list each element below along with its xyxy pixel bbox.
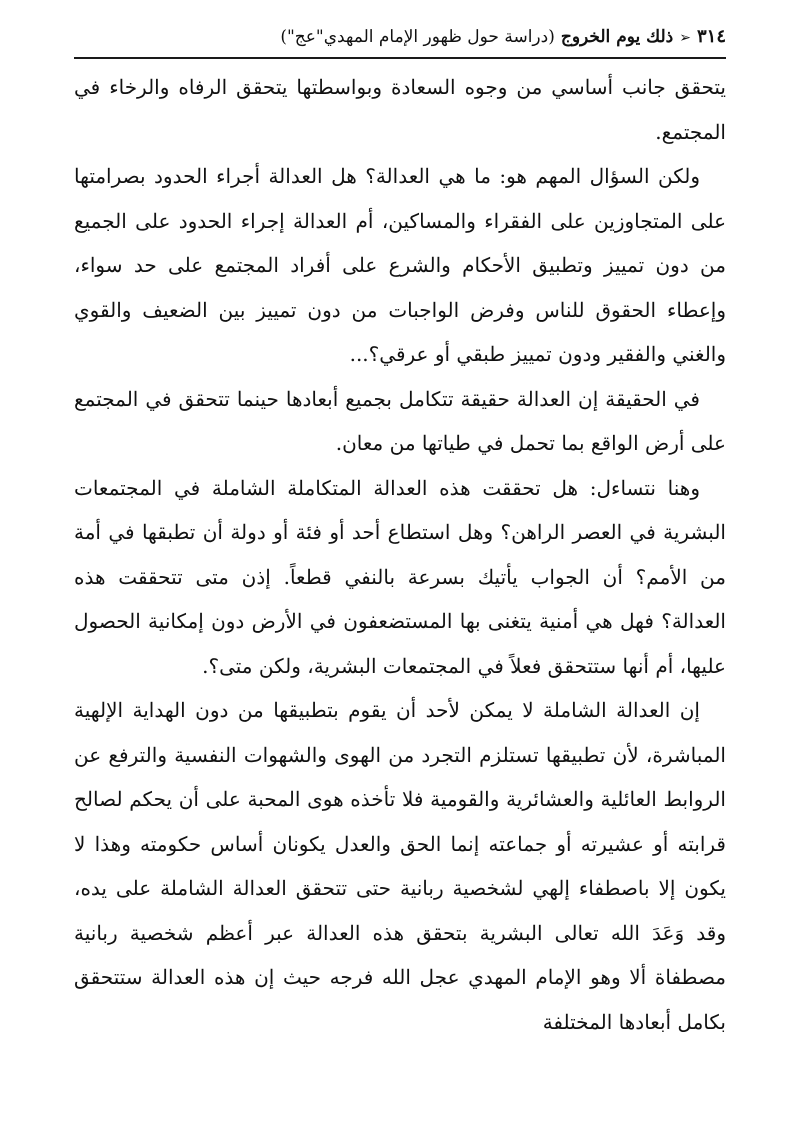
page-number: ٣١٤ xyxy=(696,26,726,47)
paragraph-reality-of-justice: في الحقيقة إن العدالة حقيقة تتكامل بجميع أبعادها حينما تتحقق في المجتمع على أرض الواقع بما تحمل في طياتها من معان. xyxy=(74,386,726,455)
book-page xyxy=(74,24,726,1044)
running-header xyxy=(74,24,726,55)
paragraph-has-justice-been-achieved: وهنا نتساءل: هل تحققت هذه العدالة المتكاملة الشاملة في المجتمعات البشرية في العصر الراهن؟ وهل استطاع أحد أو فئة أو دولة أن تطبقها في أمة من الأمم؟ أن الجواب يأتيك بسرعة بالنفي قطعاً. إذن متى تتحققت هذه العدالة؟ فهل هي أمنية يتغنى بها المستضعفون في الأرض دون إمكانية الحصول عليها، أم أنها ستتحقق فعلاً في المجتمعات البشرية، ولكن متى؟. xyxy=(74,475,726,678)
paragraph-divine-guidance: إن العدالة الشاملة لا يمكن لأحد أن يقوم بتطبيقها من دون الهداية الإلهية المباشرة، لأن تطبيقها تستلزم التجرد من الهوى والشهوات النفسية والترفع عن الروابط العائلية والعشائرية والقومية فلا تأخذه هوى المحبة على أن يحكم لصالح قرابته أو عشيرته أو جماعته إنما الحق والعدل يكونان أساس حكومته وهذا لا يكون إلا باصطفاء إلهي لشخصية ربانية حتى تتحقق العدالة الشاملة على يده، وقد وَعَدَ الله تعالى البشرية بتحقق هذه العدالة عبر أعظم شخصية ربانية مصطفاة ألا وهو الإمام المهدي عجل الله فرجه حيث إن هذه العدالة ستتحقق بكامل أبعادها المختلفة xyxy=(74,698,726,1034)
book-title: ذلك يوم الخروج xyxy=(560,27,674,47)
body-text xyxy=(74,65,726,1044)
paragraph-continuation: يتحقق جانب أساسي من وجوه السعادة وبواسطتها يتحقق الرفاه والرخاء في المجتمع. xyxy=(74,75,726,144)
arrow-icon: ➢ xyxy=(679,30,691,46)
book-subtitle: (دراسة حول ظهور الإمام المهدي"عج") xyxy=(280,27,555,47)
paragraph-question-of-justice: ولكن السؤال المهم هو: ما هي العدالة؟ هل العدالة أجراء الحدود بصرامتها على المتجاوزين على الفقراء والمساكين، أم العدالة إجراء الحدود على الجميع من دون تمييز وتطبيق الأحكام والشرع على أفراد المجتمع على حد سواء، وإعطاء الحقوق للناس وفرض الواجبات من دون تمييز بين الضعيف والقوي والغني والفقير ودون تمييز طبقي أو عرقي؟... xyxy=(74,164,726,366)
header-rule xyxy=(74,57,726,59)
